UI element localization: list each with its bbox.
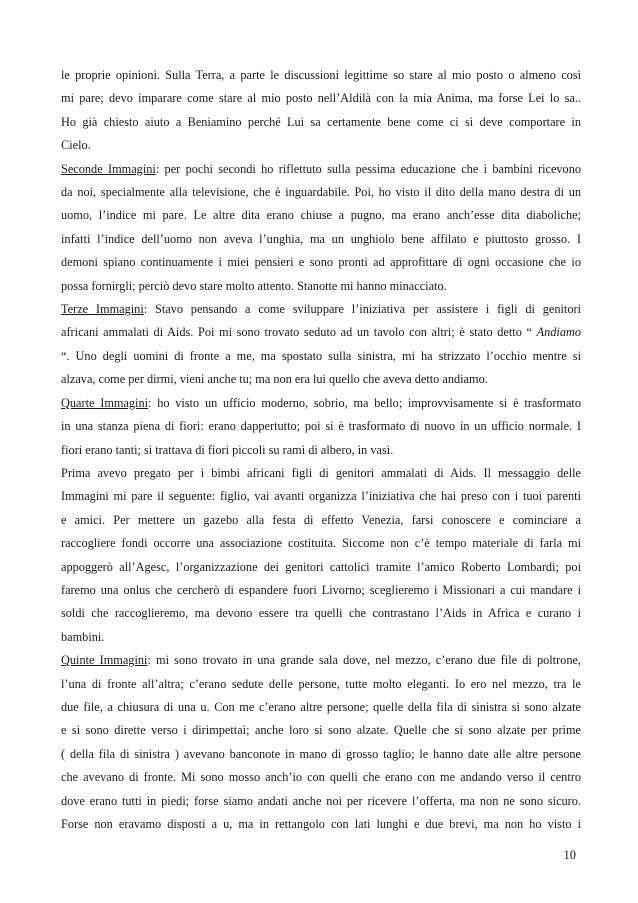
document-body	[61, 64, 581, 836]
text-line: Quarte Immagini: ho visto un ufficio moderno, sobrio, ma bello; improvvisamente si è trasformato	[61, 395, 581, 410]
text-line: le proprie opinioni. Sulla Terra, a parte le discussioni legittime so stare al mio posto o almeno così	[61, 68, 581, 82]
text-line: Terze Immagini: Stavo pensando a come sviluppare l’iniziativa per assistere i figli di genitori	[61, 302, 581, 317]
text-line: Seconde Immagini: per pochi secondi ho riflettuto sulla pessima educazione che i bambini ricevono	[61, 161, 581, 176]
text-line: dove erano tutti in piedi; forse siamo andati anche noi per ricevere l’offerta, ma non ne sono sicuro.	[61, 793, 581, 808]
text-line: demoni spiano continuamente i miei pensieri e sono pronti ad approfittare di ogni occasione che io	[61, 255, 581, 270]
text-line: da noi, specialmente alla televisione, che è inguardabile. Poi, ho visto il dito della mano destra di un	[61, 185, 581, 200]
text-line: alzava, come per dirmi, vieni anche tu; ma non era lui quello che aveva detto andiamo.	[61, 372, 488, 387]
section-heading: Seconde Immagini	[61, 161, 156, 176]
text-line: appoggerò all’Agesc, l’organizzazione dei genitori cattolici tramite l’amico Roberto Lombardi; poi	[61, 559, 581, 574]
text-line: l’una di fronte all’altra; c’erano sedute delle persone, tutte molto eleganti. Io ero nel mezzo, tra le	[61, 676, 581, 691]
text-line: mi pare; devo imparare come stare al mio posto nell’Aldilà con la mia Anima, ma forse Lei lo sa..	[61, 91, 581, 106]
text-line: Quinte Immagini: mi sono trovato in una grande sala dove, nel mezzo, c’erano due file di poltrone,	[61, 653, 581, 668]
text-line: raccogliere fondi occorre una associazione costituita. Siccome non c’è tempo materiale di farla mi	[61, 536, 581, 551]
page-number: 10	[563, 848, 576, 862]
text-line: in una stanza piena di fiori: erano dappertutto; poi si è trasformato di nuovo in un ufficio normale. I	[61, 419, 581, 434]
quoted-word: Andiamo	[536, 325, 581, 340]
text-line: e si sono dirette verso i dirimpettai; anche loro si sono alzate. Quelle che si sono alzate per prime	[61, 723, 581, 738]
text-line: uomo, l’indice mi pare. Le altre dita erano chiuse a pugno, ma erano anch’esse dita diaboliche;	[61, 208, 581, 223]
text-line: bambini.	[61, 629, 105, 644]
text-line: “. Uno degli uomini di fronte a me, ma spostato sulla sinistra, mi ha strizzato l’occhio mentre si	[61, 348, 581, 363]
text-line: soldi che raccoglieremo, ma devono essere tra quelli che contrastano l’Aids in Africa e curano i	[61, 606, 581, 621]
section-heading: Quarte Immagini	[61, 395, 149, 410]
section-heading: Terze Immagini	[61, 302, 144, 317]
text-line: e amici. Per mettere un gazebo alla festa di effetto Venezia, farsi conoscere e cominciare a	[61, 512, 581, 527]
section-heading: Quinte Immagini	[61, 653, 148, 668]
text-line: infatti l’indice dell’uomo non aveva l’unghia, ma un unghiolo bene affilato e piuttosto grosso. I	[61, 231, 581, 246]
text-line: Prima avevo pregato per i bimbi africani figli di genitori ammalati di Aids. Il messaggio delle	[61, 465, 581, 480]
text-line: Cielo.	[61, 138, 91, 153]
text-line: faremo una onlus che cercherò di espandere fuori Livorno; sceglieremo i Missionari a cui mandare i	[61, 582, 581, 597]
text-line: fiori erano tanti; si trattava di fiori piccoli su rami di albero, in vasi.	[61, 442, 394, 457]
text-line: Ho già chiesto aiuto a Beniamino perché Lui sa certamente bene come ci si deve comportare in	[61, 114, 581, 129]
text-line: ( della fila di sinistra ) avevano banconote in mano di grosso taglio; le hanno date alle altre persone	[61, 746, 581, 761]
text-line: due file, a chiusura di una u. Con me c’erano altre persone; quelle della fila di sinistra si sono alzate	[61, 699, 581, 714]
text-line: che avevano di fronte. Mi sono mosso anch’io con quelli che erano con me andando verso il centro	[61, 770, 581, 785]
text-line: Immagini mi pare il seguente: figlio, vai avanti organizza l’iniziativa che hai preso con i tuoi parenti	[61, 489, 581, 504]
text-line: Forse non eravamo disposti a u, ma in rettangolo con lati lunghi e due brevi, ma non ho visto i	[61, 817, 581, 831]
text-line: africani ammalati di Aids. Poi mi sono trovato seduto ad un tavolo con altri; è stato detto “ Andiamo	[61, 325, 581, 340]
text-line: possa fornirgli; perciò devo stare molto attento. Stanotte mi hanno minacciato.	[61, 278, 447, 293]
